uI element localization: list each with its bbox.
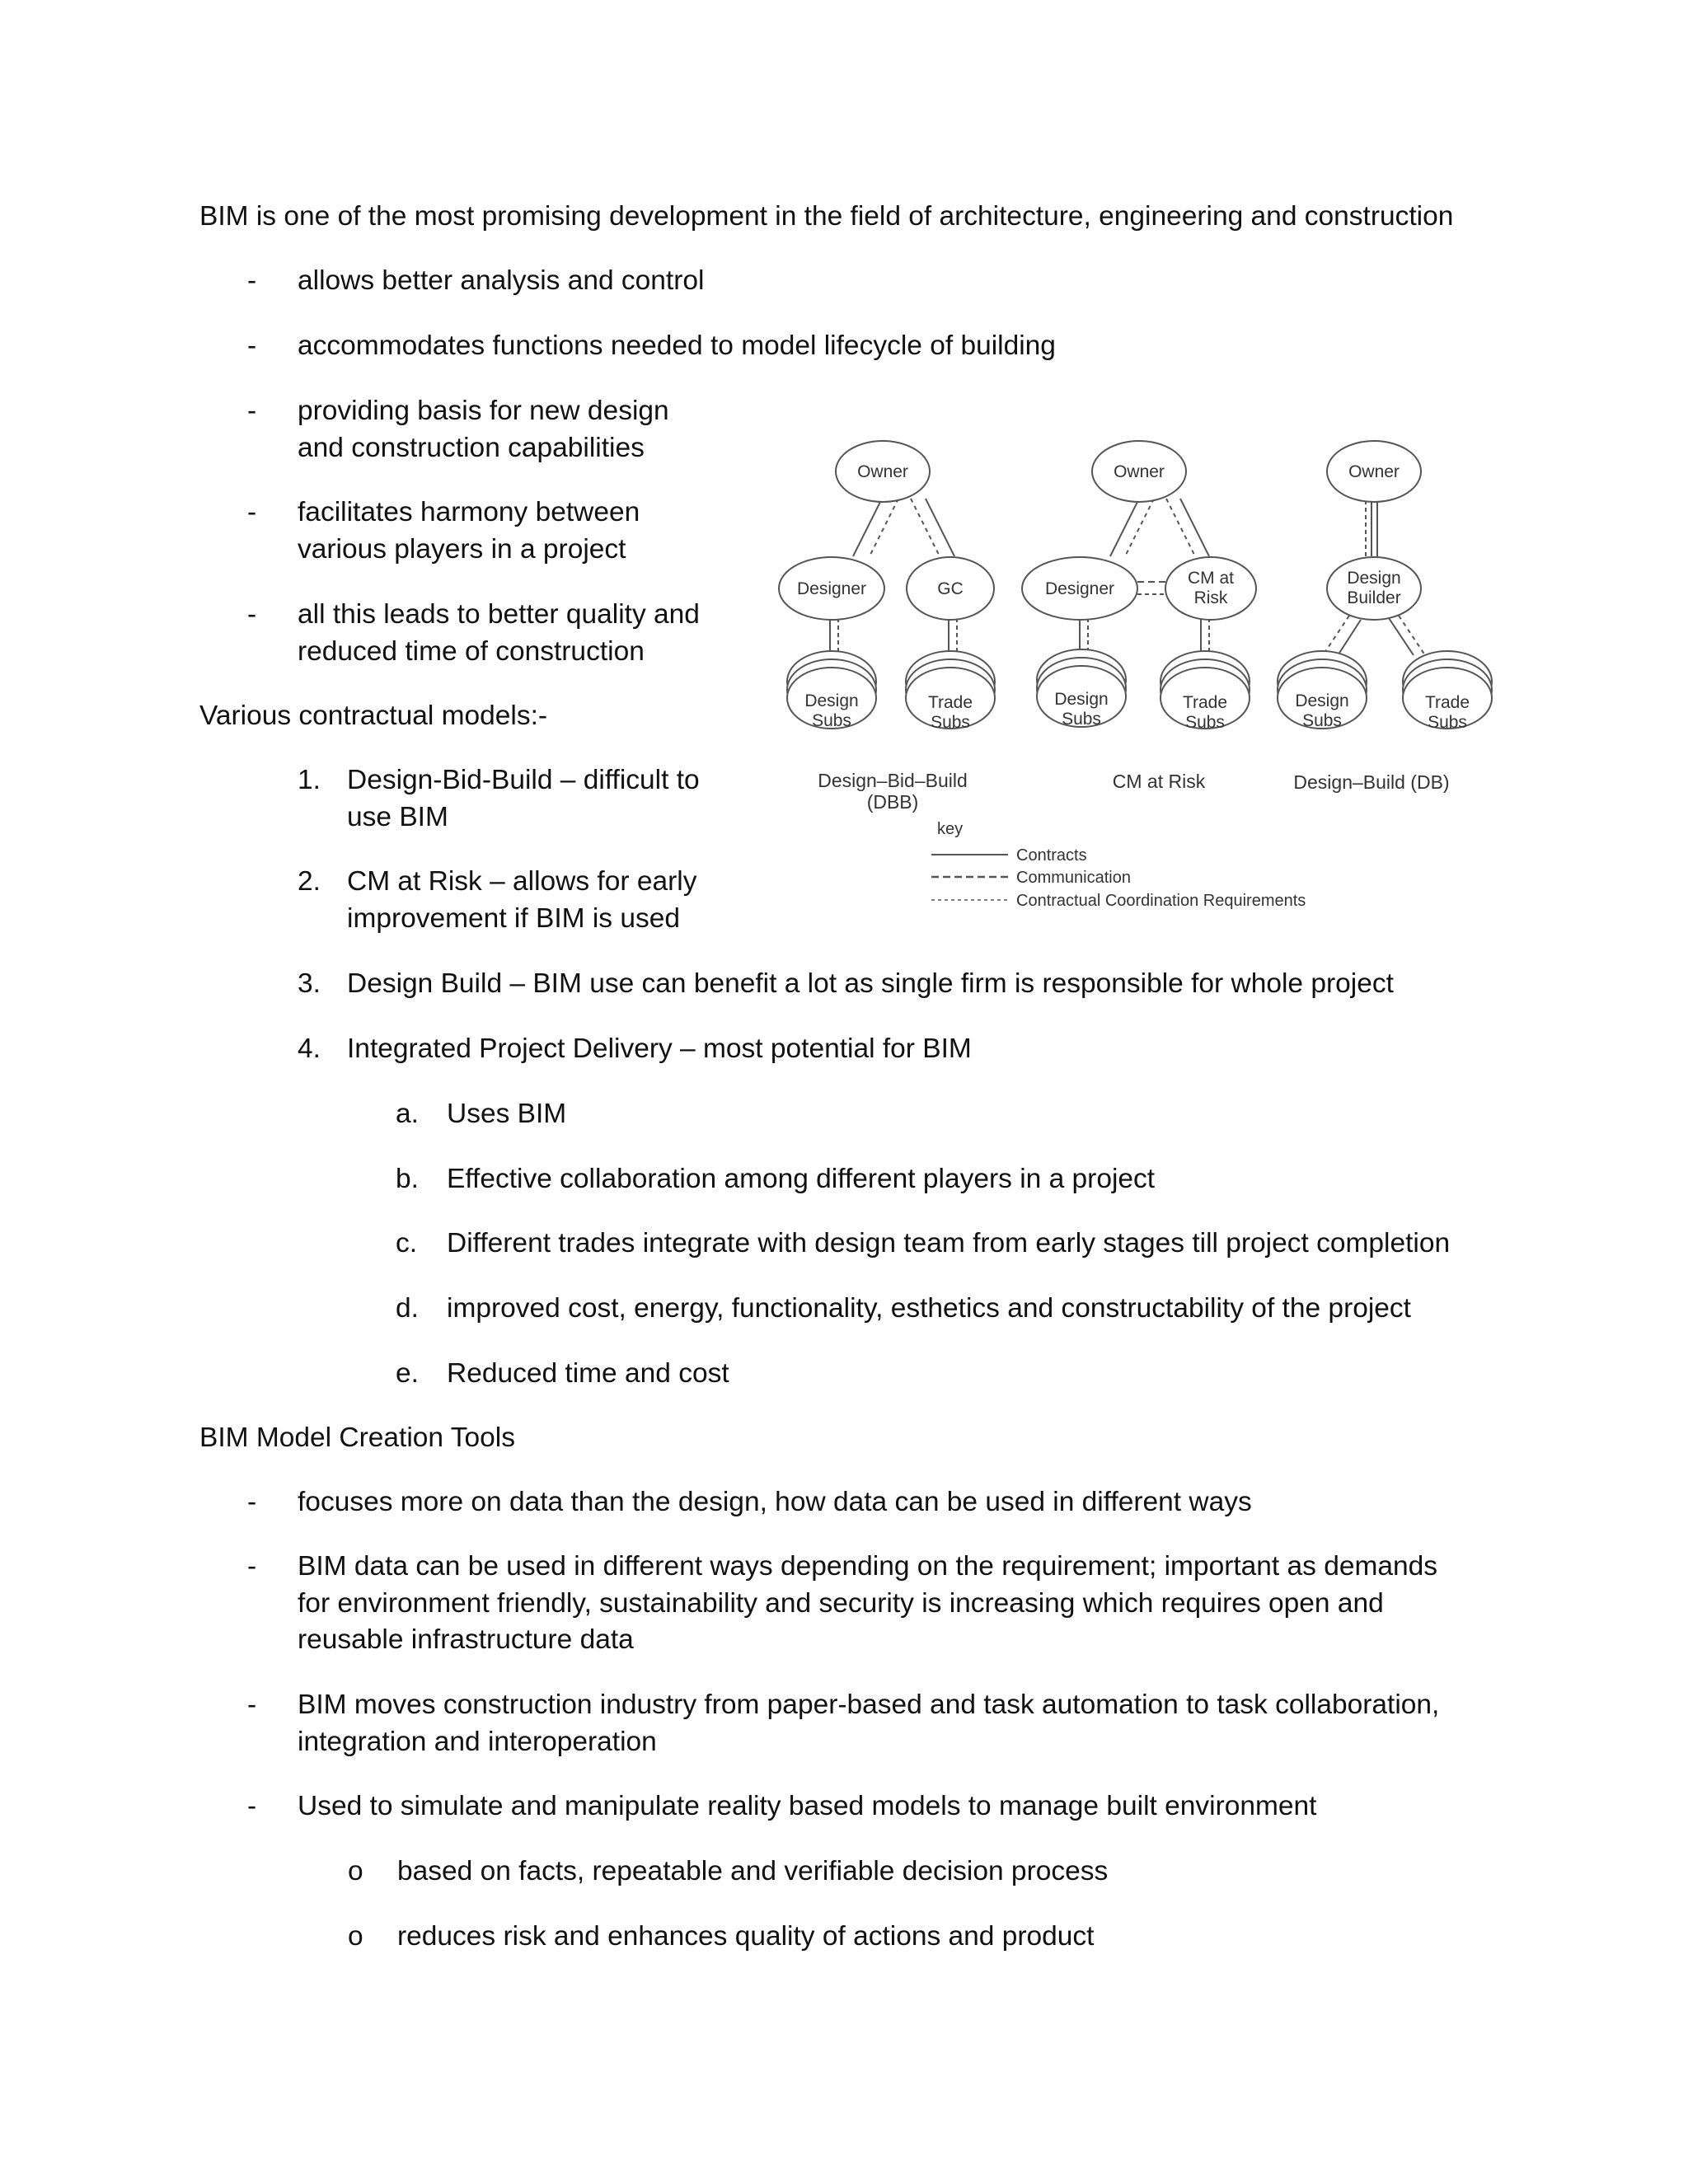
design-subs-label: Subs [1062,710,1101,729]
model-3: Design Build – BIM use can benefit a lot as single firm is responsible for whole project [347,968,1394,999]
design-subs-label: Subs [812,711,851,730]
designer-label: Designer [796,579,867,598]
coordination-line [911,499,940,556]
design-builder-label: Builder [1347,588,1401,607]
sub-bullet-1: based on facts, repeatable and verifiable decision process [397,1856,1109,1886]
design-subs-label: Subs [1302,711,1342,730]
tools-bullet-3-line-1: BIM moves construction industry from paper-based and task automation to task collaboration, [298,1690,1440,1720]
ipd-point-a: Uses BIM [447,1099,567,1129]
tools-heading: BIM Model Creation Tools [199,1422,515,1453]
trade-subs-label: Trade [1182,693,1228,712]
trade-subs-label: Trade [1424,693,1470,712]
intro-bullet-4-line-2: various players in a project [298,534,626,565]
circle-bullet: o [348,1856,363,1886]
tools-bullet-4: Used to simulate and manipulate reality based models to manage built environment [298,1791,1317,1821]
legend-title: key [937,820,964,838]
ipd-letter: e. [396,1358,419,1389]
coordination-line [1125,499,1154,556]
model-2-line-1: CM at Risk – allows for early [347,866,697,897]
circle-bullet: o [348,1921,363,1952]
sub-bullet-2: reduces risk and enhances quality of actions and product [397,1921,1095,1952]
model-2-line-2: improvement if BIM is used [347,903,680,934]
ipd-point-e: Reduced time and cost [447,1358,729,1389]
ipd-point-d: improved cost, energy, functionality, esthetics and constructability of the project [447,1293,1411,1324]
coordination-line [1399,616,1425,655]
design-builder-label: Design [1347,569,1401,588]
coordination-line [1323,616,1349,655]
caption-db: Design–Build (DB) [1293,771,1450,793]
bullet-dash: - [247,497,257,527]
bullet-dash: - [247,1551,257,1582]
design-subs-label: Design [804,691,859,710]
ipd-letter: c. [396,1228,418,1258]
contract-line [926,499,954,556]
intro-bullet-2: accommodates functions needed to model lifecycle of building [298,330,1056,361]
intro-bullet-3-line-2: and construction capabilities [298,433,645,463]
trade-subs-label: Subs [1428,713,1467,732]
model-number: 1. [298,765,321,795]
owner-label: Owner [1114,462,1165,481]
bullet-dash: - [247,265,257,296]
caption-cm-at-risk: CM at Risk [1112,771,1206,792]
model-number: 2. [298,866,321,897]
ipd-letter: a. [396,1099,419,1129]
tools-bullet-3-line-2: integration and interoperation [298,1727,657,1757]
bullet-dash: - [247,1487,257,1517]
caption-dbb: (DBB) [866,791,919,813]
tools-bullet-2-line-2: for environment friendly, sustainability and security is increasing which requires open and [298,1588,1384,1619]
bullet-dash: - [247,1690,257,1720]
ipd-letter: d. [396,1293,419,1324]
ipd-letter: b. [396,1164,419,1194]
bullet-dash: - [247,1791,257,1821]
coordination-line [1166,499,1195,556]
design-subs-label: Design [1295,691,1349,710]
model-number: 4. [298,1033,321,1064]
model-1-line-1: Design-Bid-Build – difficult to [347,765,700,795]
legend-coordination-label: Contractual Coordination Requirements [1016,892,1306,910]
cm-at-risk-label: Risk [1193,588,1228,607]
contract-line [1387,616,1414,655]
contract-line [1180,499,1209,556]
intro-bullet-1: allows better analysis and control [298,265,705,296]
design-subs-label: Design [1054,690,1109,709]
trade-subs-label: Subs [1185,713,1225,732]
owner-label: Owner [857,462,908,481]
ipd-point-c: Different trades integrate with design team from early stages till project completion [447,1228,1451,1258]
trade-subs-label: Trade [927,693,973,712]
legend-contracts-label: Contracts [1016,846,1087,865]
tools-bullet-2-line-3: reusable infrastructure data [298,1624,634,1655]
caption-dbb: Design–Bid–Build [818,770,968,791]
tools-bullet-2-line-1: BIM data can be used in different ways depending on the requirement; important as demands [298,1551,1438,1582]
intro-bullet-5-line-1: all this leads to better quality and [298,599,700,630]
contract-line [853,499,882,556]
intro-paragraph: BIM is one of the most promising development in the field of architecture, engineering and construction [199,201,1454,232]
intro-bullet-3-line-1: providing basis for new design [298,396,669,426]
model-4: Integrated Project Delivery – most potential for BIM [347,1033,972,1064]
designer-label: Designer [1044,579,1115,598]
model-1-line-2: use BIM [347,802,448,832]
ipd-point-b: Effective collaboration among different players in a project [447,1164,1156,1194]
coordination-line [870,499,898,556]
bullet-dash: - [247,330,257,361]
intro-bullet-4-line-1: facilitates harmony between [298,497,640,527]
tools-bullet-1: focuses more on data than the design, how data can be used in different ways [298,1487,1252,1517]
bullet-dash: - [247,599,257,630]
cm-at-risk-label: CM at [1187,569,1235,588]
owner-label: Owner [1348,462,1400,481]
legend-communication-label: Communication [1016,869,1131,887]
contract-line [1110,499,1139,556]
model-number: 3. [298,968,321,999]
bullet-dash: - [247,396,257,426]
models-heading: Various contractual models:- [199,701,548,731]
intro-bullet-5-line-2: reduced time of construction [298,636,645,667]
trade-subs-label: Subs [931,713,970,732]
delivery-methods-diagram [775,424,1500,915]
gc-label: GC [937,579,964,598]
